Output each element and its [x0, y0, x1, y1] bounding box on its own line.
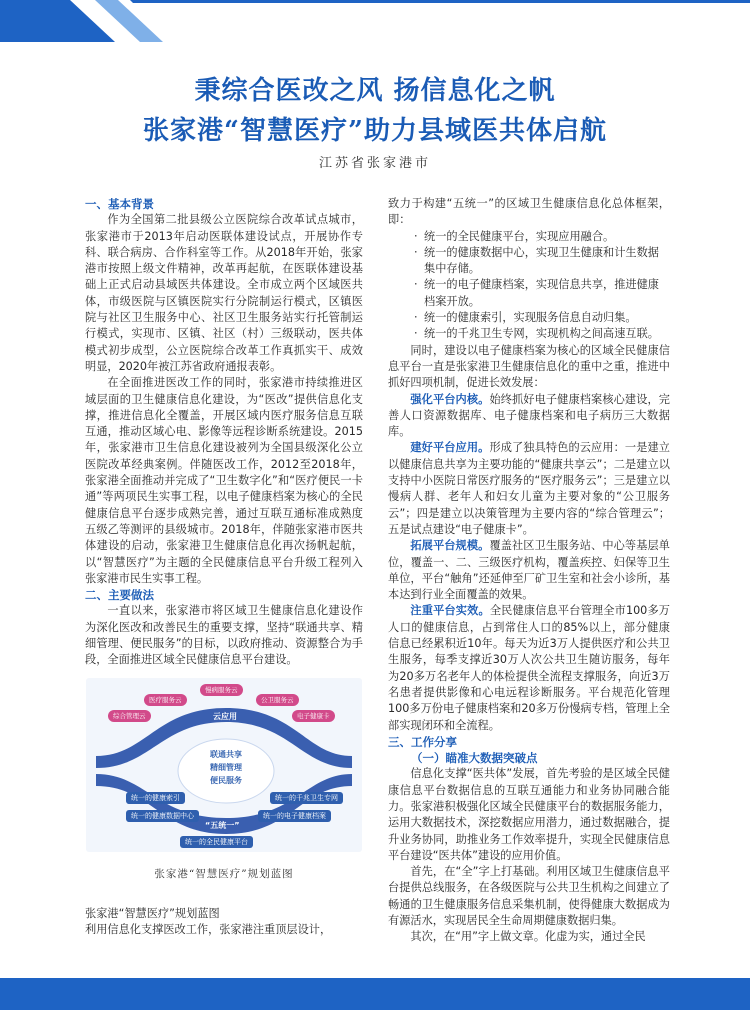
- right-column: [388, 196, 670, 946]
- figure-caption: 张家港“智慧医疗”规划蓝图: [154, 868, 294, 880]
- list-item: · 统一的健康索引，实现服务信息自动归集。: [414, 310, 670, 326]
- pill-unified-datacenter: 统一的健康数据中心: [126, 810, 199, 822]
- paragraph: 同时，建设以电子健康档案为核心的区域全民健康信息平台一直是张家港卫生健康信息化的重中之重，推进中抓好四项机制，促进长效发展：: [388, 343, 670, 390]
- left-column: [85, 196, 363, 669]
- goal-line: 便民服务: [210, 776, 242, 785]
- article-title-line-1: 秉综合医改之风 扬信息化之帆: [194, 76, 556, 106]
- lead-build-apps: 建好平台应用。: [410, 441, 490, 455]
- five-unify-list: [388, 229, 670, 343]
- paragraph-body: 覆盖社区卫生服务站、中心等基层单位，覆盖一、二、三级医疗机构，覆盖疾控、妇保等卫生单位，平台“触角”还延伸至厂矿卫生室和社会小诊所，基本达到行业全面覆盖的效果。: [388, 539, 670, 602]
- paragraph: [388, 392, 670, 441]
- cloud-apps-label: 云应用: [213, 712, 237, 721]
- chip-public-health-cloud: 公卫服务云: [256, 694, 299, 706]
- list-item: · 统一的千兆卫生专网，实现机构之间高速互联。: [414, 326, 670, 342]
- goal-line: 精细管理: [210, 763, 242, 772]
- subsection-heading-bigdata: （一）瞄准大数据突破点: [411, 751, 538, 766]
- paragraph: [388, 440, 670, 538]
- article-byline: 江苏省张家港市: [318, 156, 431, 171]
- pill-unified-record: 统一的电子健康档案: [258, 810, 331, 822]
- chip-health-card: 电子健康卡: [292, 710, 335, 722]
- lead-focus-effect: 注重平台实效。: [410, 604, 490, 618]
- paragraph: [388, 538, 670, 603]
- center-goals: [204, 748, 248, 787]
- goal-line: 联通共享: [210, 750, 242, 759]
- paragraph: 一直以来，张家港市将区域卫生健康信息化建设作为深化医改和改善民生的重要支撑，坚持“联通共享、精细管理、便民服务”的目标，以政府推动、资源整合为手段，全面推进区域全民健康信息平台建设。: [85, 604, 363, 667]
- figure-title-text: 张家港“智慧医疗”规划蓝图: [85, 907, 220, 920]
- paragraph: 利用信息化支撑医改工作，张家港注重顶层设计，: [85, 923, 332, 937]
- paragraph: 信息化支撑“医共体”发展，首先考验的是区域全民健康信息平台数据信息的互联互通能力和业务协同融合能力。张家港积极强化区域全民健康平台的数据服务能力，运用大数据技术，深挖数据应用潜力，通过数据融合，提升业务协同，助推业务工作效率提升，实现全民健康信息平台建设“医共体”建设的应用价值。: [388, 767, 670, 862]
- pill-unified-network: 统一的千兆卫生专网: [270, 792, 343, 804]
- paragraph: 其次，在“用”字上做文章。化虚为实，通过全民: [410, 930, 646, 944]
- chip-medical-cloud: 医疗服务云: [144, 694, 187, 706]
- paragraph-body: 始终抓好电子健康档案核心建设，完善人口资源数据库、电子健康档案和电子病历三大数据库。: [388, 392, 670, 439]
- section-heading-background: 一、基本背景: [85, 197, 154, 211]
- chip-management-cloud: 综合管理云: [108, 710, 151, 722]
- bottom-banner-decoration: [0, 978, 750, 1010]
- list-item: · 统一的健康数据中心，实现卫生健康和计生数据集中存储。: [414, 245, 670, 278]
- paragraph-body: 全民健康信息平台管理全市100多万人口的健康信息，占到常住人口的85%以上，部分健康信息已经累积近10年。每天为近3万人提供医疗和公共卫生服务，每季支撑近30万人次公共卫生随访服务，每年为20多万名老年人的体检提供全流程支撑服务，向近3万名患者提供影像和心电远程诊断服务。平台规范化管理100多万份电子健康档案和20多万份慢病专档，管理上全部实现闭环和全流程。: [388, 604, 670, 732]
- top-banner-decoration: [0, 0, 750, 42]
- paragraph-body: 形成了独具特色的云应用：一是建立以健康信息共享为主要功能的“健康共享云”；二是建立以支持中小医院日常医疗服务的“医疗服务云”；三是建立以慢病人群、老年人和妇女儿童为主要对象的“公卫服务云”；四是建立以决策管理为主要内容的“综合管理云”；五是试点建设“电子健康卡”。: [388, 441, 670, 536]
- paragraph: 作为全国第二批县级公立医院综合改革试点城市，张家港市于2013年启动医联体建设试点，开展协作专科、联合病房、合作科室等工作。从2018年开始，张家港市按照上级文件精神，改革再起航，在医联体建设基础上正式启动县域医共体建设。全市成立两个区域医共体，市级医院与区镇医院实行分院制运行模式，区镇医院与社区卫生服务中心、社区卫生服务站实行托管制运行模式，实现市、区镇、社区（村）三级联动，医共体模式初步成型，公立医院综合改革工作真抓实干、成效明显，2020年被江苏省政府通报表彰。: [85, 213, 363, 373]
- five-unify-label: “五统一”: [205, 821, 240, 830]
- list-item: · 统一的电子健康档案，实现信息共享，推进健康档案开放。: [414, 277, 670, 310]
- paragraph: [388, 603, 670, 733]
- list-item: · 统一的全民健康平台，实现应用融合。: [414, 229, 670, 245]
- paragraph: 首先，在“全”字上打基础。利用区域卫生健康信息平台提供总线服务，在各级医院与公共卫生机构之间建立了畅通的卫生健康服务信息采集机制，使得健康大数据成为有源活水，实现居民全生命周期健康数据归集。: [388, 865, 670, 928]
- planning-blueprint-figure: [86, 678, 362, 852]
- paragraph: 致力于构建“五统一”的区域卫生健康信息化总体框架，即：: [388, 197, 670, 227]
- lead-expand-scale: 拓展平台规模。: [410, 539, 490, 553]
- lead-strengthen-core: 强化平台内核。: [410, 392, 490, 406]
- paragraph: 在全面推进医改工作的同时，张家港市持续推进区域层面的卫生健康信息化建设，为“医改”提供信息化支撑，推进信息化全覆盖，开展区域内医疗服务信息互联互通，推动区域心电、影像等远程诊断系统建设。2015年，张家港市卫生信息化建设被列为全国县级深化公立医院改革经典案例。伴随医改工作，2012至2018年，张家港全面推动并完成了“卫生数字化”和“医疗便民一卡通”等两项民生实事工程，以电子健康档案为核心的全民健康信息平台逐步成熟完善，通过互联互通标准成熟度五级乙等测评的县级城市。2018年，伴随张家港市医共体建设的启动，张家港卫生健康信息化再次扬帆起航，以“智慧医疗”为主题的全民健康信息平台升级工程列入张家港市民生实事工程。: [85, 376, 363, 585]
- left-column-tail: [85, 906, 365, 939]
- article-title-line-2: 张家港“智慧医疗”助力县域医共体启航: [143, 116, 607, 146]
- pill-unified-index: 统一的健康索引: [126, 792, 185, 804]
- section-heading-sharing: 三、工作分享: [388, 734, 457, 749]
- chip-chronic-cloud: 慢病服务云: [200, 684, 243, 696]
- section-heading-practice: 二、主要做法: [85, 588, 154, 603]
- pill-unified-platform: 统一的全民健康平台: [180, 836, 253, 848]
